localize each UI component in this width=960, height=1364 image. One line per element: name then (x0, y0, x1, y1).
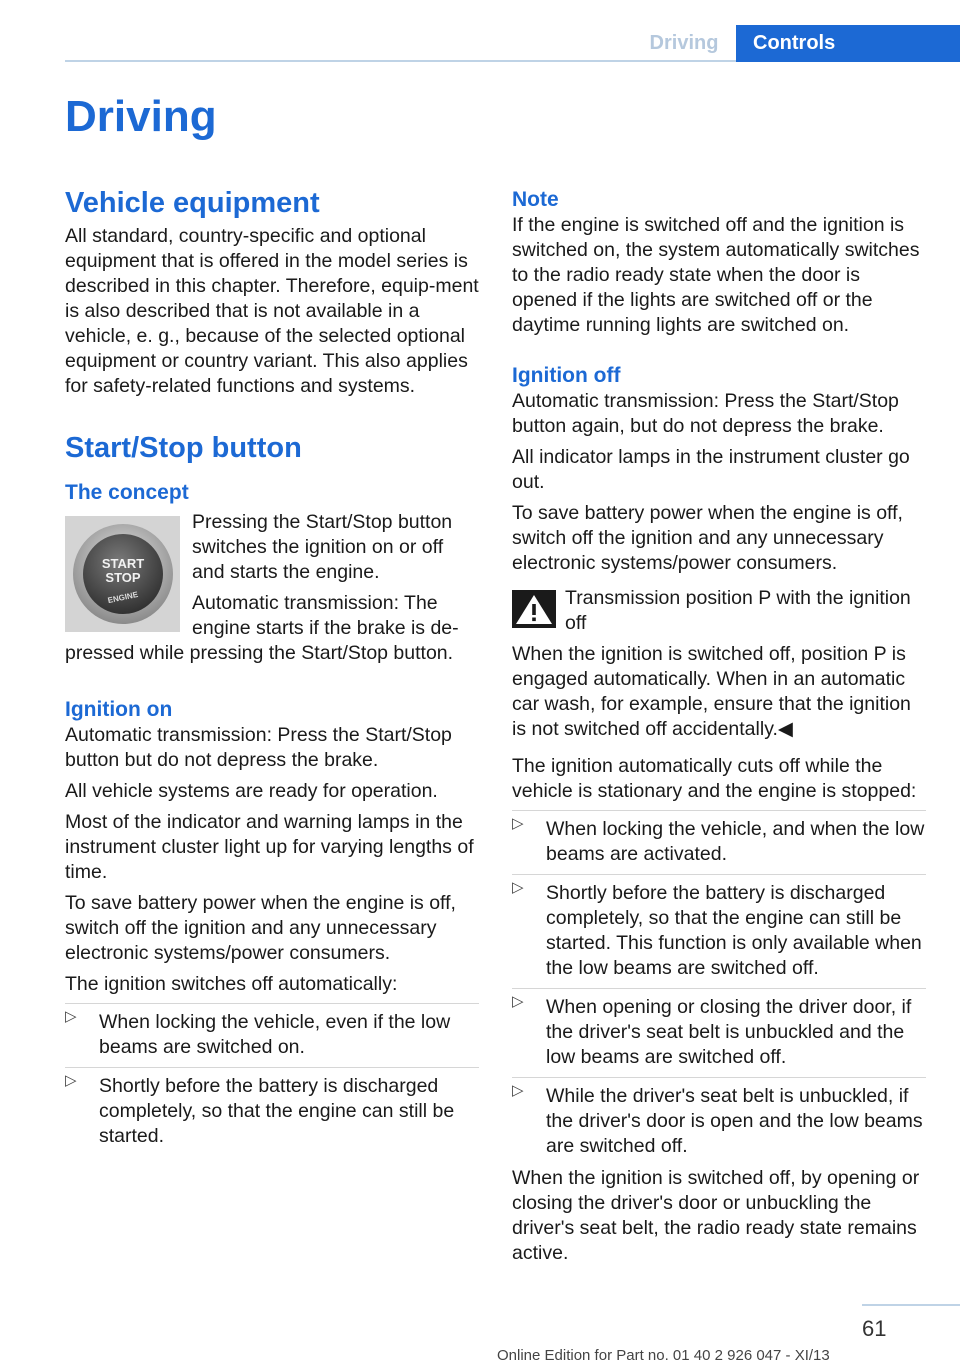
button-label-engine: ENGINE (106, 589, 139, 606)
triangle-bullet-icon: ▷ (512, 993, 524, 1010)
ignition-on-list (65, 1003, 479, 1149)
ignition-on-text-4: To save battery power when the engine is off, switch off the ignition and any unnecessary electronic systems/power consumers. (65, 892, 456, 964)
ignition-off-heading: Ignition off (512, 364, 621, 387)
ignition-off-text-4: The ignition automatically cuts off while the vehicle is stationary and the engine is stopped: (512, 755, 917, 802)
triangle-bullet-icon: ▷ (512, 1082, 524, 1099)
footer-rule (862, 1304, 960, 1306)
ignition-off-text-5: When the ignition is switched off, by opening or closing the driver's door or unbuckling the driver's seat belt, the radio ready state remains active. (512, 1167, 920, 1264)
list-item-text: When locking the vehicle, even if the low beams are switched on. (99, 1011, 451, 1058)
start-stop-button-image (65, 516, 180, 632)
list-item (512, 1077, 926, 1159)
ignition-off-text-1: Automatic transmission: Press the Start/Stop button again, but do not depress the brake. (512, 390, 899, 437)
warning-triangle-icon (512, 590, 556, 628)
header-chapter-tab[interactable]: Controls (736, 25, 960, 62)
ignition-on-heading: Ignition on (65, 698, 173, 721)
list-item (512, 874, 926, 981)
triangle-bullet-icon: ▷ (65, 1072, 77, 1089)
start-stop-button-icon (71, 522, 175, 626)
ignition-on-text-1: Automatic transmission: Press the Start/Stop button but do not depress the brake. (65, 724, 452, 771)
ignition-off-text-3: To save battery power when the engine is off, switch off the ignition and any unnecessary electronic systems/power consumers. (512, 502, 903, 574)
page-number: 61 (862, 1316, 887, 1341)
triangle-bullet-icon: ▷ (65, 1008, 77, 1025)
button-label-stop: STOP (104, 570, 141, 585)
concept-heading: The concept (65, 481, 189, 504)
list-item (65, 1067, 479, 1149)
ignition-off-list (512, 810, 926, 1159)
chapter-title: Driving (65, 92, 217, 141)
list-item-text: When opening or closing the driver door, if the driver's seat belt is unbuckled and the low beams are switched off. (546, 996, 912, 1068)
list-item-text: When locking the vehicle, and when the low beams are activated. (546, 818, 925, 865)
triangle-bullet-icon: ▷ (512, 815, 524, 832)
ignition-on-text-3: Most of the indicator and warning lamps in the instrument cluster light up for varying lengths of time. (65, 811, 474, 883)
concept-figure (65, 510, 479, 672)
list-item-text: While the driver's seat belt is unbuckled, if the driver's door is open and the low beams are switched off. (546, 1085, 923, 1157)
ignition-on-text-2: All vehicle systems are ready for operation. (65, 780, 438, 802)
concept-text-2: Automatic transmission: The engine starts if the brake is de-pressed while pressing the Start/Stop button. (65, 592, 459, 664)
warning-box (512, 586, 926, 642)
right-column (512, 184, 926, 1272)
ignition-on-text-5: The ignition switches off automatically: (65, 973, 398, 995)
note-heading: Note (512, 188, 559, 211)
button-label-start: START (101, 556, 144, 571)
list-item (65, 1003, 479, 1060)
warning-title: Transmission position P with the ignition off (565, 587, 911, 634)
triangle-bullet-icon: ▷ (512, 879, 524, 896)
header-section-tab[interactable]: Driving (649, 32, 719, 54)
list-item-text: Shortly before the battery is discharged completely, so that the engine can still be started. This function is only available when the low beams are switched off. (546, 882, 922, 979)
list-item (512, 988, 926, 1070)
ignition-off-text-2: All indicator lamps in the instrument cluster go out. (512, 446, 910, 493)
concept-text-1: Pressing the Start/Stop button switches the ignition on or off and starts the engine. (192, 511, 453, 583)
vehicle-equipment-heading: Vehicle equipment (65, 187, 320, 219)
list-item (512, 810, 926, 867)
left-column (65, 184, 479, 1156)
vehicle-equipment-text: All standard, country-specific and optional equipment that is offered in the model series is described in this chapter. Therefore, equip-ment is also described that is not available in a vehicle, e. g., because of the selected optional equipment or country variant. This also applies for safety-related functions and systems. (65, 225, 479, 397)
start-stop-heading: Start/Stop button (65, 432, 302, 464)
list-item-text: Shortly before the battery is discharged completely, so that the engine can still be started. (99, 1075, 455, 1147)
warning-text: When the ignition is switched off, position P is engaged automatically. When in an automatic car wash, for example, ensure that the ignition is not switched off accidentally.◀ (512, 643, 911, 740)
note-text: If the engine is switched off and the ignition is switched on, the system automatically switches to the radio ready state when the door is opened if the lights are switched off or the daytime running lights are switched on. (512, 214, 920, 336)
edition-footer: Online Edition for Part no. 01 40 2 926 047 - XI/13 (497, 1347, 830, 1364)
